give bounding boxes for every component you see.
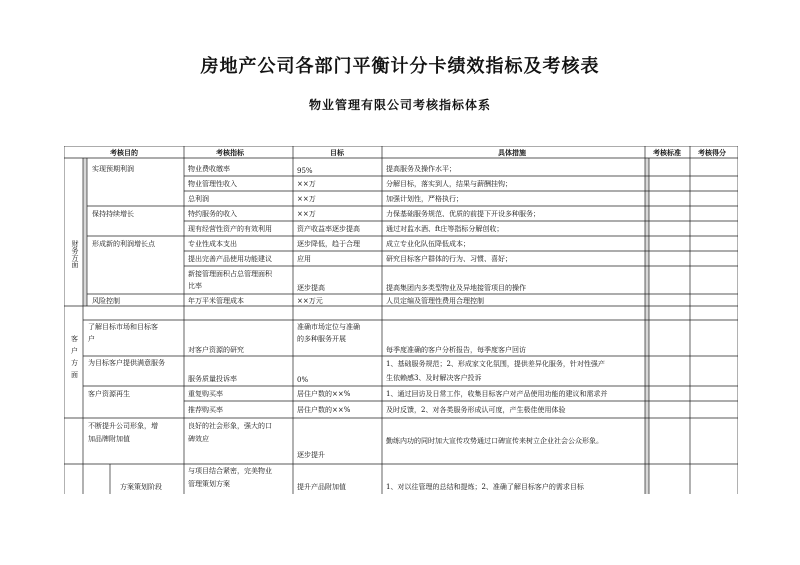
measure-cell: 成立专业化队伍降低成本； bbox=[386, 240, 470, 248]
shade-strip bbox=[83, 158, 87, 306]
goal-cell: 加品牌附加值 bbox=[88, 435, 130, 443]
measure-cell: 1、基础服务规范；2、形成家文化氛围，提供差异化服务，针对性强产 bbox=[386, 360, 605, 368]
target-cell: ××万 bbox=[297, 210, 316, 218]
measure-cell: 生依赖感3、及时解决客户投诉 bbox=[386, 374, 482, 382]
indicator-cell: 专业性成本支出 bbox=[188, 240, 237, 248]
goal-cell: 形成新的利润增长点 bbox=[92, 240, 155, 248]
document-title: 房地产公司各部门平衡计分卡绩效指标及考核表 bbox=[200, 56, 600, 77]
section-finance-label: 财务方面 bbox=[71, 240, 79, 268]
measure-cell: 提高服务及操作水平； bbox=[386, 165, 456, 173]
target-cell: 0% bbox=[297, 376, 309, 384]
indicator-cell: 年万平米管理成本 bbox=[188, 297, 244, 305]
measure-cell: 及时反馈，2、对各类服务形成认可度，产生极佳使用体验 bbox=[386, 406, 566, 414]
section-customer-label: 方 bbox=[71, 359, 78, 367]
goal-cell: 客户资源再生 bbox=[88, 390, 130, 398]
target-cell: ××万元 bbox=[297, 297, 323, 305]
indicator-cell: 服务质量投诉率 bbox=[188, 375, 237, 383]
target-cell: 资产收益率逐步提高 bbox=[297, 225, 360, 233]
target-cell: 提升产品附加值 bbox=[297, 483, 346, 491]
indicator-cell: 提出完善产品使用功能建议 bbox=[188, 255, 272, 263]
indicator-cell: 与项目结合紧密，完美物业 bbox=[188, 467, 272, 475]
target-cell: ××万 bbox=[297, 195, 316, 203]
measure-cell: 提高集团内多类型物业及异地接管项目的操作 bbox=[386, 284, 526, 292]
measure-cell: 分解目标，落实到人，结果与薪酬挂钩； bbox=[386, 180, 512, 188]
goal-cell: 风险控制 bbox=[92, 297, 120, 305]
measure-cell: 加强计划性，严格执行； bbox=[386, 195, 463, 203]
target-cell: 逐步提升 bbox=[297, 451, 325, 459]
target-cell: ××万 bbox=[297, 180, 316, 188]
indicator-cell: 管理策划方案 bbox=[188, 480, 230, 488]
indicator-cell: 现有经营性资产的有效利用 bbox=[188, 225, 272, 233]
measure-cell: 通过对监水酒、ft庄等指标分解创收； bbox=[386, 225, 504, 233]
goal-cell: 保持持续增长 bbox=[92, 210, 134, 218]
header-goal: 考核目的 bbox=[110, 148, 138, 157]
indicator-cell: 物业费收缴率 bbox=[188, 165, 230, 173]
indicator-cell: 总利润 bbox=[188, 195, 209, 203]
header-standard: 考核标准 bbox=[653, 148, 681, 157]
measure-cell: 1、对以往管理的总结和提炼；2、准确了解目标客户的需求目标 bbox=[386, 483, 584, 491]
goal-cell: 不断提升公司形象，增 bbox=[88, 422, 158, 430]
header-measures: 具体措施 bbox=[498, 148, 526, 157]
indicator-cell: 碑效应 bbox=[188, 435, 209, 443]
section-customer-label: 面 bbox=[71, 371, 78, 379]
section-customer-label: 户 bbox=[71, 347, 78, 355]
target-cell: 居住户数的××% bbox=[297, 390, 351, 398]
target-cell: 逐步提高 bbox=[297, 284, 325, 292]
measure-cell: 勤练内功的同时加大宣传攻势通过口碑宣传来树立企业社会公众形象。 bbox=[386, 437, 603, 445]
target-cell: 逐步降低，趋于合理 bbox=[297, 240, 360, 248]
target-cell: 应用 bbox=[297, 255, 311, 263]
goal-cell: 户 bbox=[88, 335, 95, 343]
goal-cell: 为目标客户提供满意服务 bbox=[88, 359, 165, 367]
indicator-cell: 物业管理性收入 bbox=[188, 180, 237, 188]
shade-strip bbox=[645, 158, 649, 494]
goal-cell: 方案策划阶段 bbox=[120, 483, 162, 491]
header-target: 目标 bbox=[330, 148, 344, 157]
goal-cell: 实现预期利润 bbox=[92, 165, 134, 173]
target-cell: 居住户数的××% bbox=[297, 406, 351, 414]
measure-cell: 研究目标客户群体的行为、习惯、喜好； bbox=[386, 255, 512, 263]
target-cell: 的多种服务开展 bbox=[297, 335, 346, 343]
goal-cell: 了解目标市场和目标客 bbox=[88, 323, 158, 331]
measure-cell: 人员定编及管理性费用合理控制 bbox=[386, 297, 484, 305]
section-customer-label: 客 bbox=[71, 335, 78, 343]
target-cell: 95% bbox=[297, 167, 313, 175]
indicator-cell: 比率 bbox=[188, 282, 202, 290]
indicator-cell: 重复购买率 bbox=[188, 390, 223, 398]
header-indicator: 考核指标 bbox=[216, 148, 244, 157]
measure-cell: 1、通过回访及日常工作，收集目标客户对产品使用功能的建议和需求并 bbox=[386, 390, 608, 398]
document-subtitle: 物业管理有限公司考核指标体系 bbox=[308, 98, 491, 112]
indicator-cell: 特约服务的收入 bbox=[188, 210, 237, 218]
indicator-cell: 对客户资源的研究 bbox=[188, 346, 244, 354]
header-score: 考核得分 bbox=[698, 148, 726, 157]
kpi-table bbox=[64, 146, 738, 494]
target-cell: 准确市场定位与准确 bbox=[297, 323, 360, 331]
measure-cell: 每季度准确的客户分析报告，每季度客户回访 bbox=[386, 346, 526, 354]
indicator-cell: 新接管理面积占总管理面积 bbox=[188, 270, 272, 278]
measure-cell: 力保基础服务规范、优质的前提下开设多种服务； bbox=[386, 210, 540, 218]
indicator-cell: 推荐购买率 bbox=[188, 406, 223, 414]
indicator-cell: 良好的社会形象，强大的口 bbox=[188, 422, 272, 430]
